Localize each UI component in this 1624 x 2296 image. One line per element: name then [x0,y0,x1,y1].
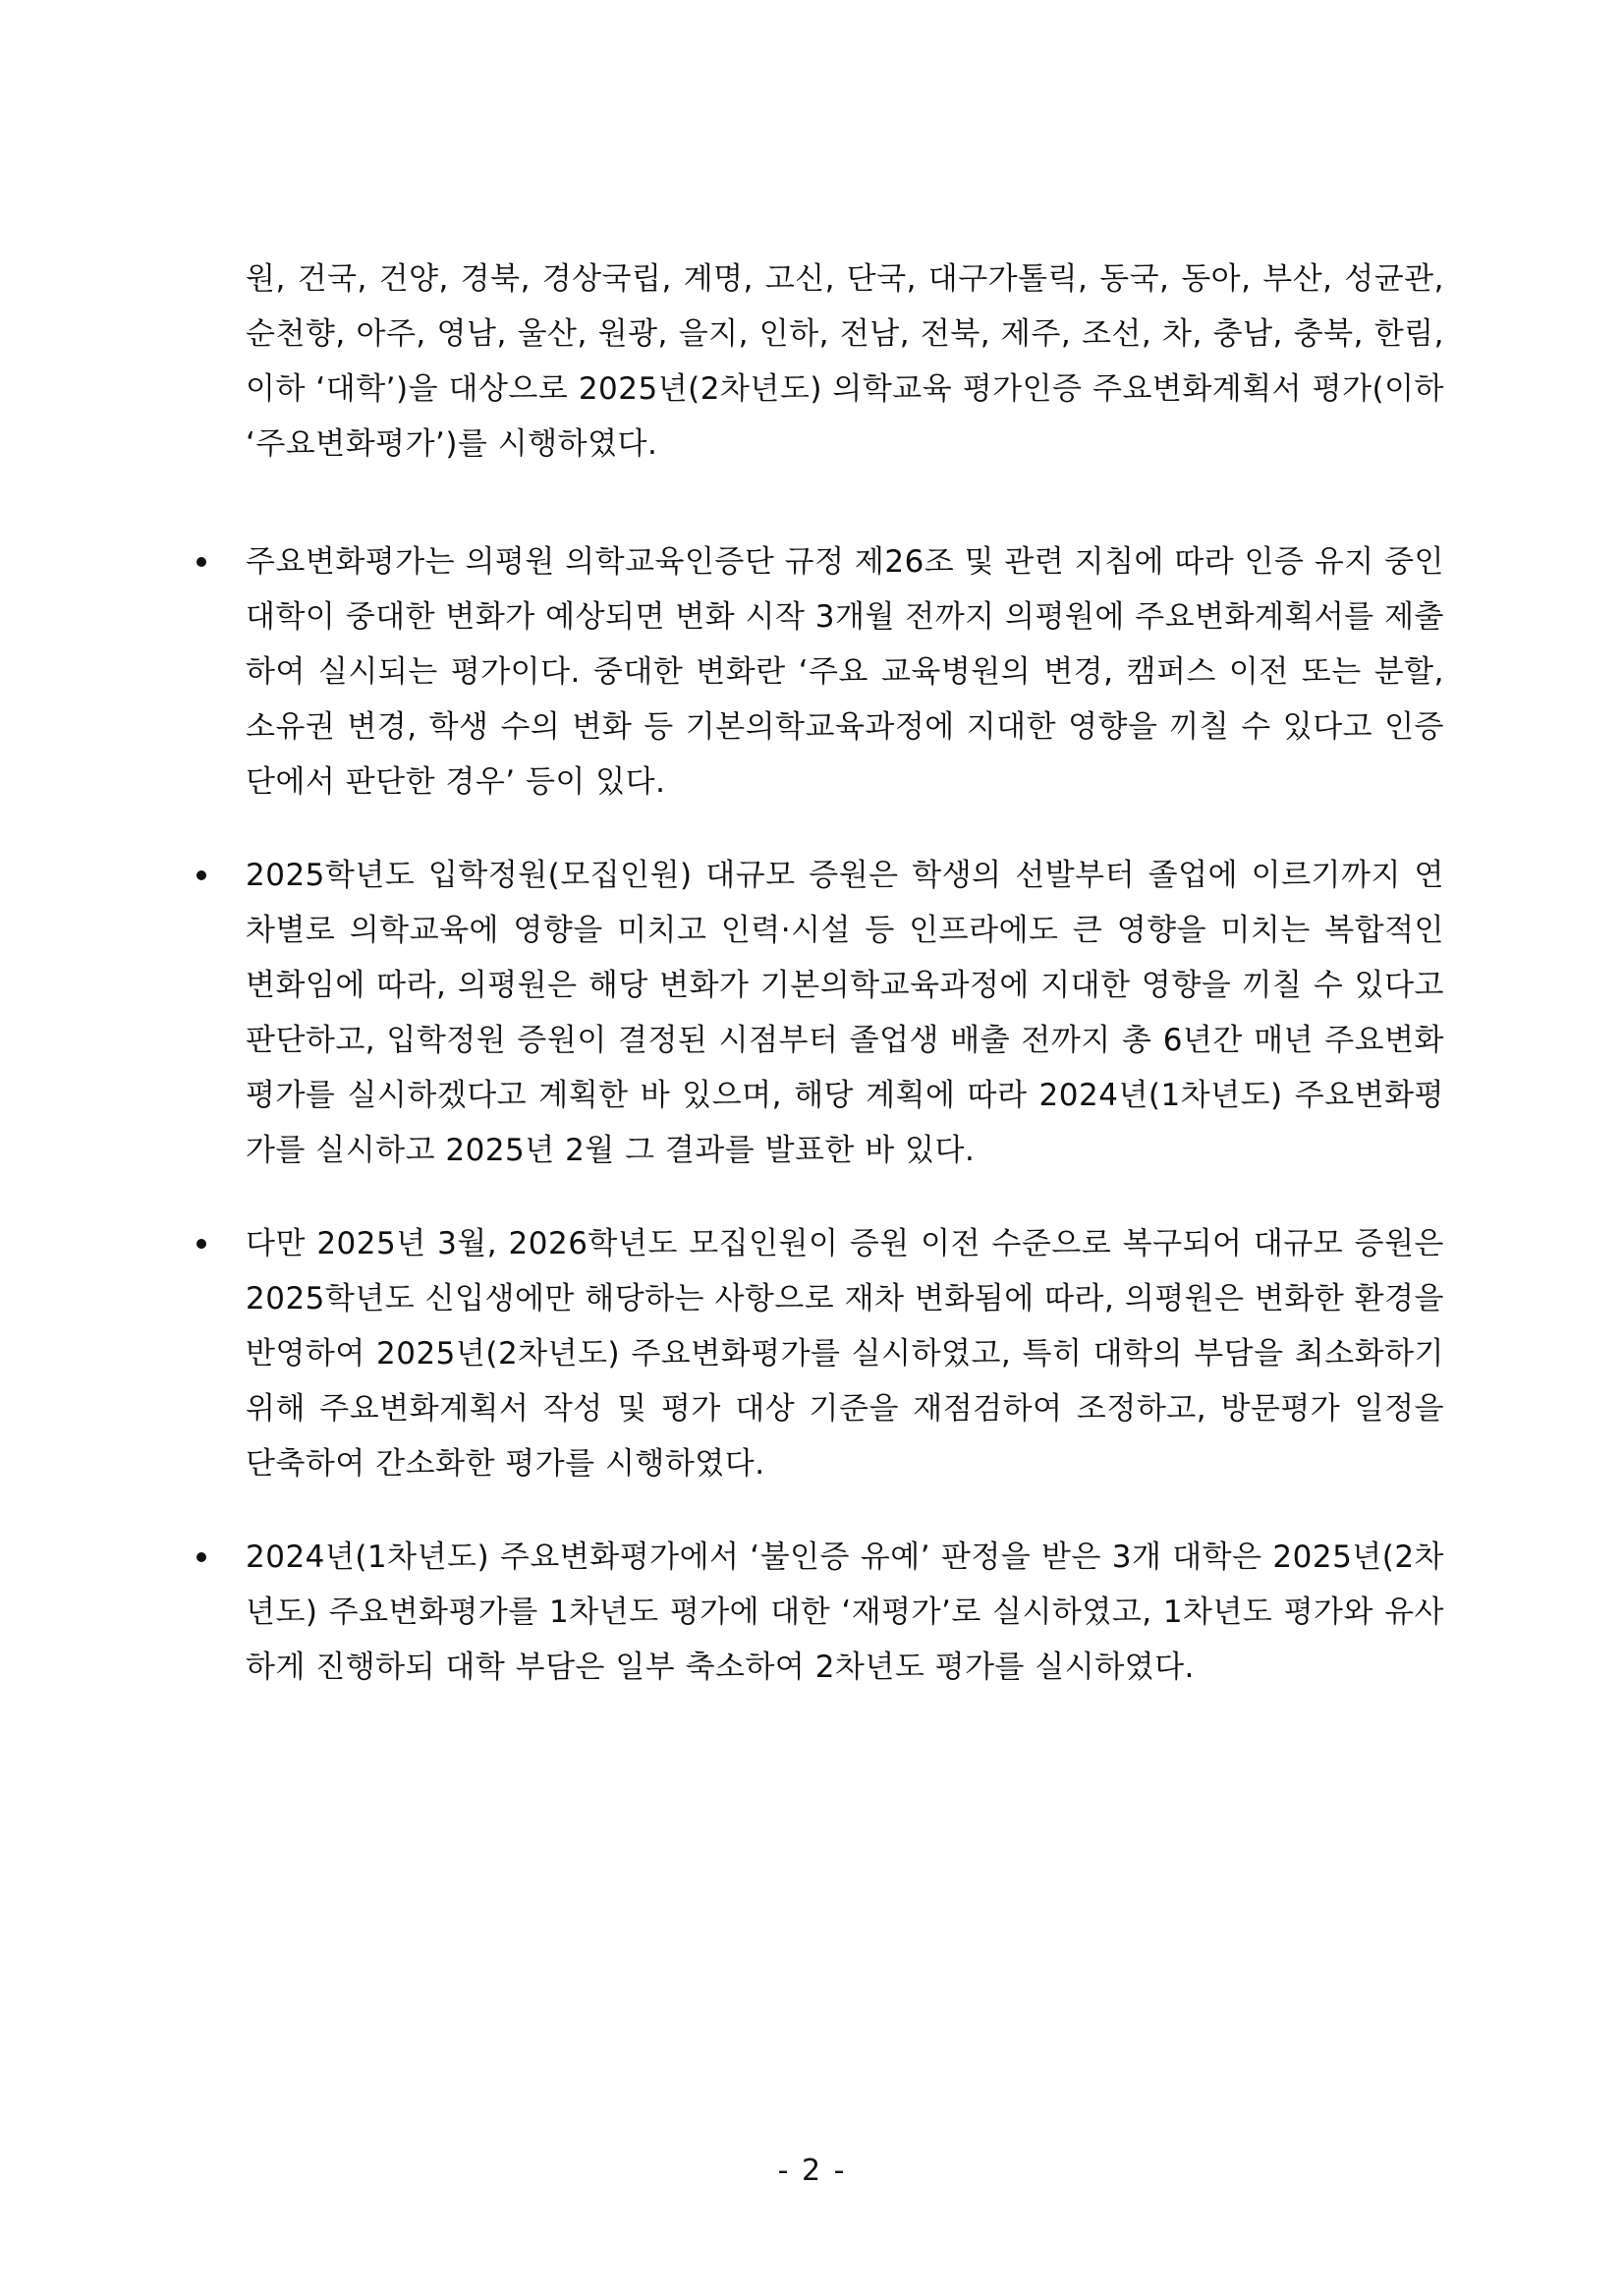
bullet-dot-icon [196,557,206,567]
bullet-text: 2025학년도 입학정원(모집인원) 대규모 증원은 학생의 선발부터 졸업에 이르기까지 연차별로 의학교육에 영향을 미치고 인력·시설 등 인프라에도 큰 영향을 미치는 복합적인 변화임에 따라, 의평원은 해당 변화가 기본의학교육과정에 지대한 영향을 끼칠 수 있다고 판단하고, 입학정원 증원이 결정된 시점부터 졸업생 배출 전까지 총 6년간 매년 주요변화평가를 실시하겠다고 계획한 바 있으며, 해당 계획에 따라 2024년(1차년도) 주요변화평가를 실시하고 2025년 2월 그 결과를 발표한 바 있다. [246,858,1444,1168]
list-item [177,848,1444,1178]
bullet-dot-icon [196,1552,206,1562]
bullet-dot-icon [196,1239,206,1249]
bullet-text: 주요변화평가는 의평원 의학교육인증단 규정 제26조 및 관련 지침에 따라 인증 유지 중인 대학이 중대한 변화가 예상되면 변화 시작 3개월 전까지 의평원에 주요변화계획서를 제출하여 실시되는 평가이다. 중대한 변화란 ‘주요 교육병원의 변경, 캠퍼스 이전 또는 분할, 소유권 변경, 학생 수의 변화 등 기본의학교육과정에 지대한 영향을 끼칠 수 있다고 인증단에서 판단한 경우’ 등이 있다. [246,544,1444,800]
bullet-dot-icon [196,870,206,880]
bullet-list [177,496,1444,1695]
bullet-text: 다만 2025년 3월, 2026학년도 모집인원이 증원 이전 수준으로 복구되어 대규모 증원은 2025학년도 신입생에만 해당하는 사항으로 재차 변화됨에 따라, 의평원은 변화한 환경을 반영하여 2025년(2차년도) 주요변화평가를 실시하였고, 특히 대학의 부담을 최소화하기 위해 주요변화계획서 작성 및 평가 대상 기준을 재점검하여 조정하고, 방문평가 일정을 단축하여 간소화한 평가를 시행하였다. [246,1226,1444,1482]
continuation-paragraph: 원, 건국, 건양, 경북, 경상국립, 계명, 고신, 단국, 대구가톨릭, 동국, 동아, 부산, 성균관, 순천향, 아주, 영남, 울산, 원광, 을지, 인하, 전남, 전북, 제주, 조선, 차, 충남, 충북, 한림, 이하 ‘대학’)을 대상으로 2025년(2차년도) 의학교육 평가인증 주요변화계획서 평가(이하 ‘주요변화평가’)를 시행하였다. [246,261,1444,462]
list-item [177,1216,1444,1491]
list-item [177,534,1444,810]
page-number: - 2 - [777,2154,847,2188]
bullet-text: 2024년(1차년도) 주요변화평가에서 ‘불인증 유예’ 판정을 받은 3개 대학은 2025년(2차년도) 주요변화평가를 1차년도 평가에 대한 ‘재평가’로 실시하였고, 1차년도 평가와 유사하게 진행하되 대학 부담은 일부 축소하여 2차년도 평가를 실시하였다. [246,1540,1444,1685]
list-item [177,1530,1444,1695]
